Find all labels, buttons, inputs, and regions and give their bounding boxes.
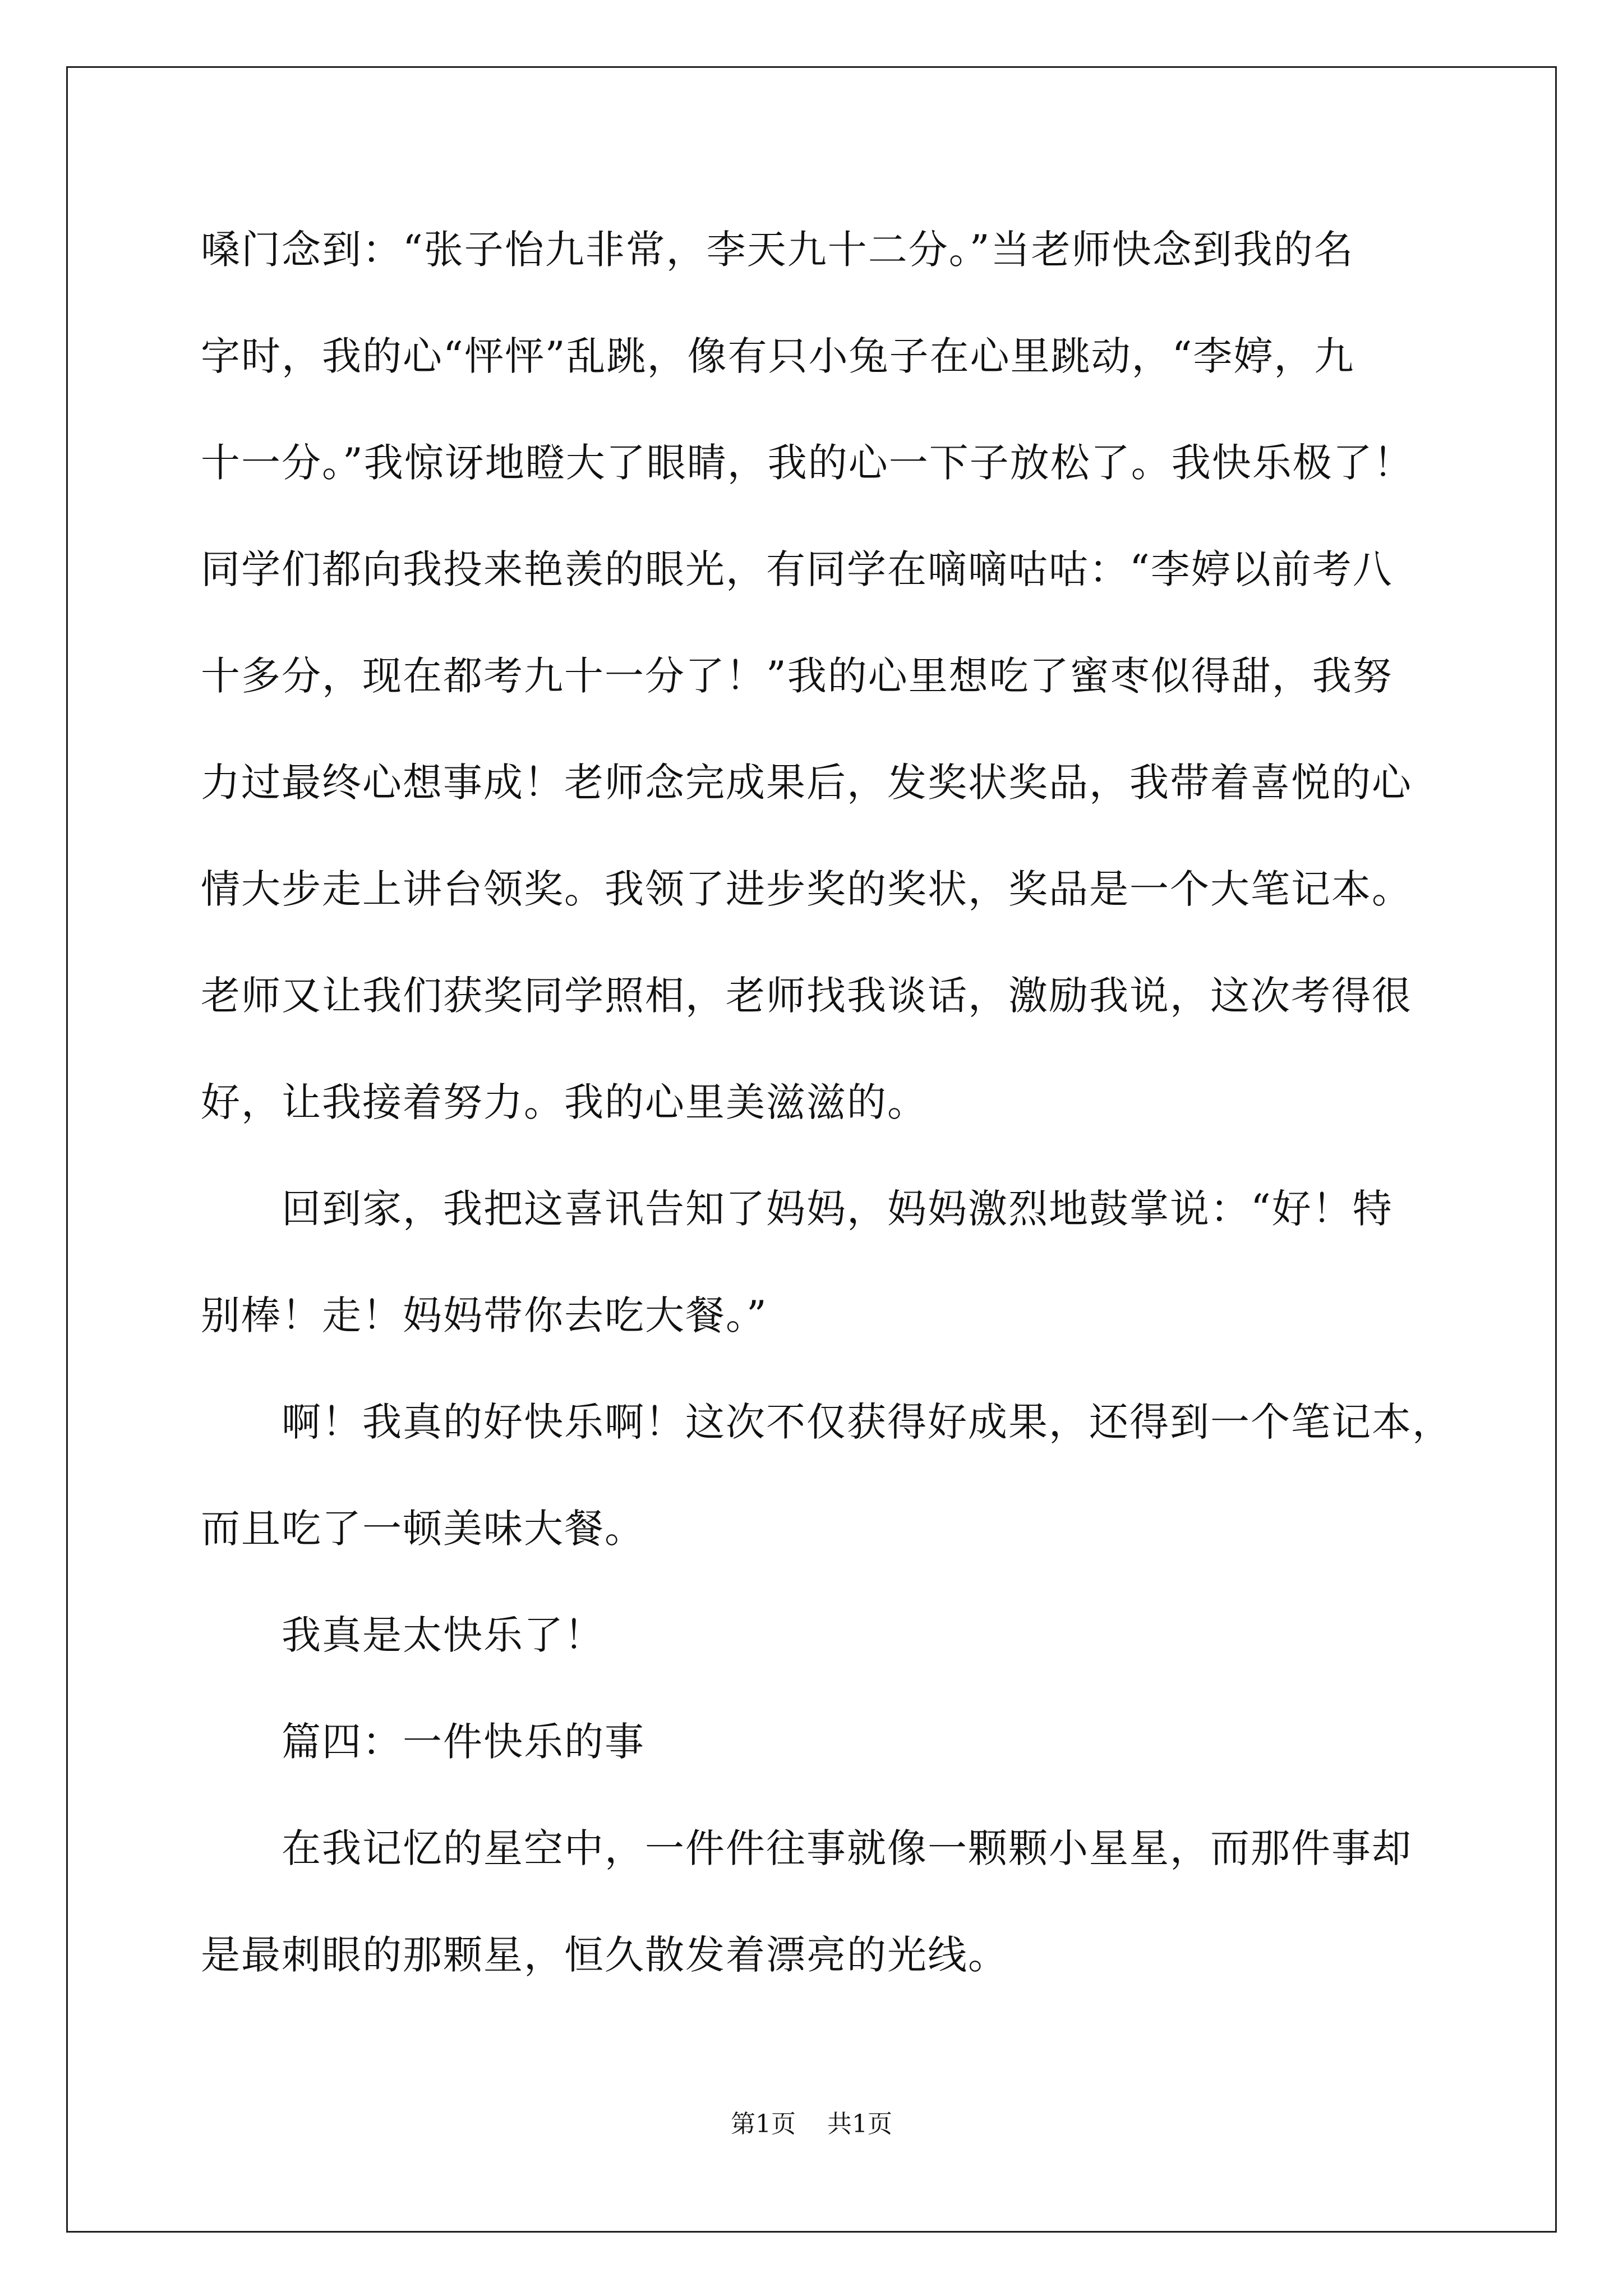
paragraph-start-line: 我真是太快乐了！ [282,1612,605,1658]
text-line: 是最刺眼的那颗星，恒久散发着漂亮的光线。 [201,1932,1008,1978]
document-body [201,213,1453,2025]
page-number: 第1页 共1页 [731,2110,892,2138]
text-line: 情大步走上讲台领奖。我领了进步奖的奖状，奖品是一个大笔记本。 [201,866,1412,912]
text-line: 好，让我接着努力。我的心里美滋滋的。 [201,1079,928,1125]
paragraph-start-line: 在我记忆的星空中，一件件往事就像一颗颗小星星，而那件事却 [282,1825,1412,1871]
page-footer [0,2104,1623,2139]
paragraph-start-line: 啊！我真的好快乐啊！这次不仅获得好成果，还得到一个笔记本， [282,1399,1453,1445]
text-line: 而且吃了一顿美味大餐。 [201,1506,645,1552]
text-line: 十多分，现在都考九十一分了！”我的心里想吃了蜜枣似得甜，我努 [201,653,1393,699]
text-line: 嗓门念到：“张子怡九非常，李天九十二分。”当老师快念到我的名 [201,227,1354,273]
paragraph-start-line: 回到家，我把这喜讯告知了妈妈，妈妈激烈地鼓掌说：“好！特 [282,1186,1393,1232]
text-line: 别棒！走！妈妈带你去吃大餐。” [201,1292,768,1338]
text-line: 十一分。”我惊讶地瞪大了眼睛，我的心一下子放松了。我快乐极了！ [201,440,1414,486]
text-line: 字时，我的心“怦怦”乱跳，像有只小兔子在心里跳动，“李婷，九 [201,333,1355,379]
section-heading: 篇四：一件快乐的事 [282,1719,645,1765]
text-line: 老师又让我们获奖同学照相，老师找我谈话，激励我说，这次考得很 [201,973,1412,1019]
text-line: 力过最终心想事成！老师念完成果后，发奖状奖品，我带着喜悦的心 [201,760,1412,806]
text-line: 同学们都向我投来艳羡的眼光，有同学在嘀嘀咕咕：“李婷以前考八 [201,546,1393,592]
